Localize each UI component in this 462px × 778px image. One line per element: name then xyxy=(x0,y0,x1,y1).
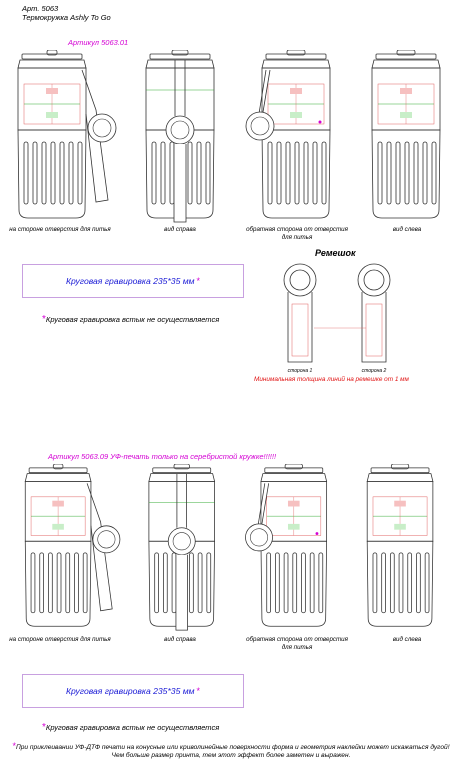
article-number: Арт. 5063 xyxy=(22,4,59,13)
section1-view3-caption: обратная сторона от отверстия для питья xyxy=(246,226,348,241)
section1-view4-caption: вид слева xyxy=(392,226,422,233)
section2-article: Артикул 5063.09 УФ-печать только на серебристой кружке!!!!!! xyxy=(48,452,277,461)
strap-min-line-note: Минимальная толщина линий на ремешке от 1 мм xyxy=(254,376,409,383)
product-name: Термокружка Ashly To Go xyxy=(22,13,111,22)
strap-title: Ремешок xyxy=(315,248,356,258)
section1-engraving-label: Круговая гравировка 235*35 мм xyxy=(65,276,195,286)
section1-engraving-box xyxy=(22,264,244,298)
section2-note: *Круговая гравировка встык не осуществляется xyxy=(42,722,220,733)
uv-dtf-warning: *При приклеивании УФ-ДТФ печати на конусные или криволинейные поверхности форма и геометрия наклейки может искажаться дугой! Чем больше размер принта, тем этот эффект более заметен и выражен. xyxy=(12,741,450,759)
asterisk-icon: * xyxy=(42,314,46,325)
section1-mug-views xyxy=(0,50,462,226)
strap-side2-label: сторона 2 xyxy=(361,368,387,374)
section2-view4-caption: вид слева xyxy=(392,636,422,643)
section1-view1-caption: на стороне отверстия для питья xyxy=(9,226,111,233)
section1-view2-caption: вид справа xyxy=(164,226,196,233)
asterisk-icon: * xyxy=(196,276,201,286)
section2-mug-views xyxy=(0,464,462,634)
strap-drawing xyxy=(270,258,410,368)
asterisk-icon: * xyxy=(196,686,201,696)
section2-engraving-label: Круговая гравировка 235*35 мм xyxy=(65,686,195,696)
section2-view3-caption: обратная сторона от отверстия для питья xyxy=(246,636,348,651)
asterisk-icon: * xyxy=(12,741,16,751)
section2-view2-caption: вид справа xyxy=(164,636,196,643)
section2-view1-caption: на стороне отверстия для питья xyxy=(9,636,111,643)
strap-side1-label: сторона 1 xyxy=(287,368,313,374)
section2-engraving-box xyxy=(22,674,244,708)
section1-article: Артикул 5063.01 xyxy=(68,38,129,47)
section1-note: *Круговая гравировка встык не осуществляется xyxy=(42,314,220,325)
asterisk-icon: * xyxy=(42,722,46,733)
